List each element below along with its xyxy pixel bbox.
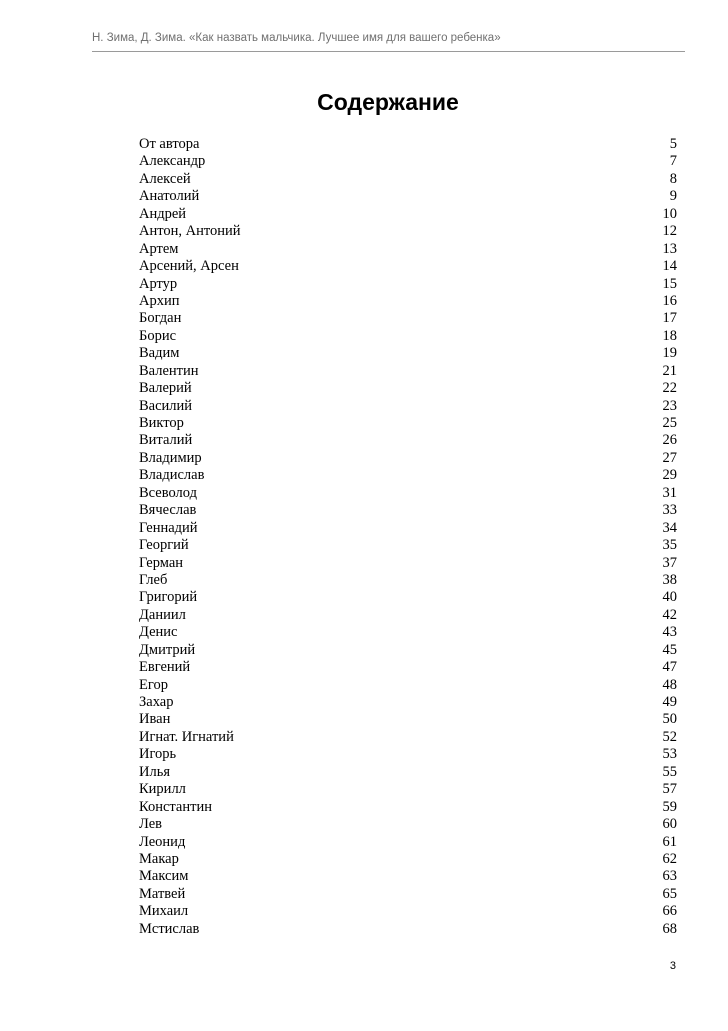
toc-entry-page: 22 — [662, 380, 677, 397]
toc-entry-name: Василий — [139, 397, 193, 414]
toc-entry[interactable] — [139, 206, 677, 223]
toc-entry-name: Архип — [139, 292, 180, 309]
toc-title: Содержание — [317, 89, 459, 115]
toc-entry[interactable] — [139, 363, 677, 380]
toc-entry-page: 21 — [662, 362, 677, 379]
toc-entry[interactable] — [139, 171, 677, 188]
toc-entry[interactable] — [139, 764, 677, 781]
toc-entry[interactable] — [139, 834, 677, 851]
running-header: Н. Зима, Д. Зима. «Как назвать мальчика. Лучшее имя для вашего ребенка» — [92, 32, 501, 44]
toc-entry-page: 26 — [662, 432, 677, 449]
toc-entry-name: Иван — [139, 711, 171, 728]
toc-entry-name: Даниил — [139, 606, 186, 623]
toc-entry-page: 23 — [662, 397, 677, 414]
toc-entry[interactable] — [139, 328, 677, 345]
toc-entry-name: Виктор — [139, 415, 184, 431]
toc-entry-page: 50 — [662, 711, 677, 728]
toc-entry-page: 13 — [662, 240, 677, 257]
toc-entry-name: Максим — [139, 868, 189, 885]
toc-entry-name: Георгий — [139, 537, 189, 554]
toc-entry[interactable] — [139, 903, 677, 920]
toc-entry-page: 38 — [662, 571, 677, 588]
toc-entry-page: 53 — [662, 746, 677, 763]
toc-entry-name: Александр — [139, 153, 206, 170]
toc-entry-page: 59 — [662, 798, 677, 815]
toc-entry-name: Андрей — [139, 205, 187, 222]
toc-entry[interactable] — [139, 711, 677, 728]
toc-entry-page: 14 — [662, 258, 677, 275]
toc-entry[interactable] — [139, 555, 677, 572]
toc-entry-page: 33 — [662, 502, 677, 519]
toc-entry-name: Игорь — [139, 746, 177, 763]
toc-entry-name: Константин — [139, 798, 212, 815]
toc-entry[interactable] — [139, 642, 677, 659]
toc-entry-page: 31 — [662, 484, 677, 501]
toc-entry-name: Дмитрий — [139, 641, 196, 658]
toc-entry-page: 40 — [662, 589, 677, 606]
toc-entry-page: 9 — [669, 188, 677, 205]
toc-entry-name: Илья — [139, 763, 170, 780]
toc-entry[interactable] — [139, 851, 677, 868]
toc-entry[interactable] — [139, 276, 677, 293]
toc-entry-name: Владимир — [139, 449, 202, 466]
toc-entry-name: Валерий — [139, 380, 192, 397]
toc-entry-page: 65 — [662, 885, 677, 902]
toc-entry-name: Денис — [139, 624, 178, 641]
toc-entry[interactable] — [139, 153, 677, 170]
toc-entry-name: Вадим — [139, 345, 180, 362]
header-divider — [92, 51, 685, 52]
toc-entry[interactable] — [139, 432, 677, 449]
toc-entry-page: 42 — [662, 606, 677, 623]
toc-entry[interactable] — [139, 502, 677, 519]
toc-entry[interactable] — [139, 589, 677, 606]
toc-entry-page: 57 — [662, 781, 677, 798]
toc-entry-page: 25 — [662, 415, 677, 431]
toc-entry-page: 49 — [662, 694, 677, 710]
toc-entry-name: Всеволод — [139, 484, 197, 501]
toc-entry[interactable] — [139, 467, 677, 484]
toc-entry-name: Богдан — [139, 310, 182, 327]
toc-entry-name: Кирилл — [139, 781, 186, 798]
toc-entry[interactable] — [139, 781, 677, 798]
toc-entry-name: Геннадий — [139, 519, 198, 536]
toc-entry-page: 12 — [662, 223, 677, 240]
toc-entry-name: Макар — [139, 850, 179, 867]
toc-entry-page: 8 — [669, 170, 677, 187]
toc-entry[interactable] — [139, 659, 677, 676]
toc-entry[interactable] — [139, 223, 677, 240]
toc-entry[interactable] — [139, 398, 677, 415]
toc-entry-page: 37 — [662, 554, 677, 571]
toc-entry-page: 27 — [662, 449, 677, 466]
toc-entry-name: Григорий — [139, 589, 198, 606]
toc-entry-name: От автора — [139, 136, 200, 152]
toc-entry[interactable] — [139, 188, 677, 205]
toc-entry-page: 10 — [662, 205, 677, 222]
toc-entry[interactable] — [139, 694, 677, 711]
toc-entry[interactable] — [139, 624, 677, 641]
toc-entry-page: 29 — [662, 467, 677, 484]
toc-entry[interactable] — [139, 607, 677, 624]
toc-entry[interactable] — [139, 537, 677, 554]
toc-entry-name: Матвей — [139, 885, 186, 902]
toc-entry-page: 48 — [662, 676, 677, 693]
toc-entry-name: Арсений, Арсен — [139, 258, 239, 275]
toc-entry[interactable] — [139, 241, 677, 258]
toc-entry[interactable] — [139, 886, 677, 903]
toc-entry[interactable] — [139, 816, 677, 833]
toc-entry-page: 7 — [669, 153, 677, 170]
toc-entry[interactable] — [139, 921, 677, 938]
toc-entry-name: Алексей — [139, 170, 191, 187]
toc-entry[interactable] — [139, 293, 677, 310]
toc-entry-page: 16 — [662, 292, 677, 309]
toc-entry[interactable] — [139, 136, 677, 153]
toc-entry-page: 61 — [662, 833, 677, 850]
toc-entry[interactable] — [139, 572, 677, 589]
toc-entry-name: Владислав — [139, 467, 205, 484]
toc-entry-name: Евгений — [139, 659, 191, 676]
toc-entry-name: Мстислав — [139, 920, 200, 937]
toc-entry-page: 68 — [662, 920, 677, 937]
toc-entry-page: 55 — [662, 763, 677, 780]
toc-entry-name: Лев — [139, 816, 163, 833]
toc-entry[interactable] — [139, 485, 677, 502]
toc-entry-page: 17 — [662, 310, 677, 327]
toc-entry-name: Антон, Антоний — [139, 223, 241, 240]
toc-entry-page: 63 — [662, 868, 677, 885]
toc-entry-name: Егор — [139, 676, 168, 693]
toc-list — [139, 136, 677, 938]
toc-entry-page: 45 — [662, 641, 677, 658]
toc-entry-page: 5 — [669, 136, 677, 152]
toc-entry-page: 60 — [662, 816, 677, 833]
toc-entry-page: 66 — [662, 903, 677, 920]
toc-entry[interactable] — [139, 380, 677, 397]
toc-entry-name: Глеб — [139, 571, 168, 588]
page-number: 3 — [669, 960, 676, 972]
toc-entry-name: Вячеслав — [139, 502, 197, 519]
toc-entry-name: Игнат. Игнатий — [139, 728, 234, 745]
toc-entry[interactable] — [139, 677, 677, 694]
toc-entry-name: Герман — [139, 554, 184, 571]
toc-entry-name: Виталий — [139, 432, 193, 449]
toc-entry-page: 43 — [662, 624, 677, 641]
toc-entry-page: 15 — [662, 275, 677, 292]
toc-entry-name: Анатолий — [139, 188, 200, 205]
toc-entry[interactable] — [139, 345, 677, 362]
toc-entry[interactable] — [139, 415, 677, 432]
toc-entry[interactable] — [139, 799, 677, 816]
toc-entry-name: Артем — [139, 240, 179, 257]
toc-entry-name: Борис — [139, 327, 177, 344]
toc-entry[interactable] — [139, 729, 677, 746]
toc-entry[interactable] — [139, 746, 677, 763]
toc-entry-page: 18 — [662, 327, 677, 344]
toc-entry-page: 34 — [662, 519, 677, 536]
toc-entry-name: Артур — [139, 275, 178, 292]
toc-entry-page: 62 — [662, 850, 677, 867]
toc-entry[interactable] — [139, 450, 677, 467]
toc-entry-page: 52 — [662, 728, 677, 745]
toc-entry[interactable] — [139, 258, 677, 275]
toc-entry-page: 35 — [662, 537, 677, 554]
toc-entry[interactable] — [139, 520, 677, 537]
toc-entry-page: 47 — [662, 659, 677, 676]
toc-entry[interactable] — [139, 310, 677, 327]
toc-entry-name: Леонид — [139, 833, 186, 850]
toc-entry-name: Михаил — [139, 903, 189, 920]
toc-entry-page: 19 — [662, 345, 677, 362]
toc-entry-name: Валентин — [139, 362, 199, 379]
toc-entry-name: Захар — [139, 694, 174, 710]
toc-entry[interactable] — [139, 868, 677, 885]
